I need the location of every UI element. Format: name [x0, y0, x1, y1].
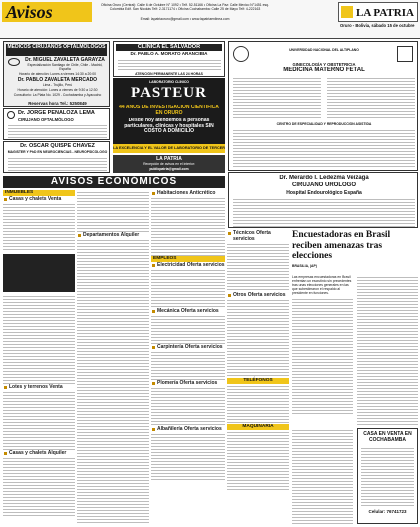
listing-text [151, 268, 225, 308]
doctor3-name: Dr. JORGE PEÑALOZA LEMA [18, 110, 95, 116]
ophthalmologist-ad-2 [3, 108, 110, 140]
house-for-sale-ad [357, 428, 418, 524]
hospital-name: Hospital Endourológico España [286, 190, 362, 196]
doctor4-name: Dr. OSCAR QUISPE CHAVEZ [20, 143, 95, 149]
doctor1-specialization: Especialización Santiago de Chile, Chile - Madrid, España [27, 63, 103, 72]
patria-box-title: LA PATRIA [156, 156, 182, 162]
listing-text [77, 238, 149, 524]
subsection-electricidad: Electricidad Oferta servicios [151, 262, 225, 268]
pasteur-name: PASTEUR [131, 85, 207, 101]
newspaper-name: LA PATRIA [356, 7, 414, 19]
doctor-profile-left [233, 76, 321, 118]
article-body-text [292, 297, 353, 415]
office-info: Oficina Oruro (Central): Calle 6 de Octubre N° 1092 • Telf. 52-51166 • Oficina La Paz: Calle Mexico N°1451 esq. Colombia Edif. San Nicolás Telf: 2-3171174 • Oficina Cochabamba: Calle 25 de Mayo Telf: 4-222163 [101, 3, 269, 12]
subsection-lotes-venta: Lotes y terrenos Venta [3, 384, 75, 390]
masthead [338, 2, 418, 22]
pasteur-years: 44 AÑOS DE INVESTIGACIÓN CIENTÍFICA EN ORURO [119, 105, 219, 116]
highlighted-listing [3, 254, 75, 292]
house-ad-phone: Celular: 76741723 [368, 509, 407, 514]
section-title: Avisos [6, 2, 53, 22]
subsection-albanileria: Albañilería Oferta servicios [151, 426, 225, 432]
listing-text [151, 196, 225, 256]
section-telefonos: TELÉFONOS [227, 378, 289, 384]
neuropsychologist-ad [3, 141, 110, 173]
pasteur-delivery: Desde hoy atendemos a personas particulares, clínicas y hospitales SIN COSTO A DOMICILIO [124, 118, 214, 135]
institution-logo-icon [397, 46, 413, 62]
doctor1-hours: Horario de atención: Lunes a viernes 14:30 a 20:00 [18, 72, 97, 76]
university-seal-icon [233, 46, 249, 62]
subsection-tecnicos: Técnicos Oferta servicios [227, 230, 289, 242]
doctor2-name: Dr. PABLO ZAVALETA MERCADO [17, 77, 98, 83]
article-column-2 [357, 275, 418, 425]
subsection-otros: Otros Oferta servicios [227, 292, 289, 298]
subsection-carpinteria: Carpintería Oferta servicios [151, 344, 225, 350]
listing-text [227, 242, 289, 292]
la-patria-reception-ad [113, 155, 225, 173]
pasteur-banner: LA EXCELENCIA Y EL VALOR DE LABORATORIO DE TERCER [113, 144, 225, 153]
clinic-el-salvador-title: CLÍNICA EL SALVADOR [116, 44, 222, 51]
clinic-title: MÉDICOS CIRUJANOS OFTALMÓLOGOS [6, 44, 107, 56]
article-column-1 [292, 275, 353, 425]
urologist-services-text [233, 197, 415, 227]
clinic-address: Consultorio: La Plata No. 1029 - Cochabamba y Ayacucho [13, 93, 102, 97]
classifieds-title: AVISOS ECONÓMICOS [50, 176, 178, 187]
article-location: BRASILIA, (AP) [292, 263, 317, 268]
service-name: MEDICINA MATERNO FETAL [283, 67, 365, 73]
article-headline: Encuestadoras en Brasil reciben amenazas tras elecciones [292, 230, 391, 261]
date-line: Oruro - Bolivia, sábado 15 de octubre [340, 23, 415, 28]
subsection-plomeria: Plomería Oferta servicios [151, 380, 225, 386]
eye-icon [7, 111, 15, 119]
doctor1-name: Dr. MIGUEL ZAVALETA GARAYZA [25, 57, 105, 63]
house-ad-details [361, 446, 414, 506]
clinic-el-salvador-ad [113, 41, 225, 77]
classifieds-title-bar [3, 176, 225, 188]
listing-text [77, 190, 149, 232]
listing-text [151, 314, 225, 344]
ad-body-text [118, 58, 221, 71]
patria-box-email: publicpatria@gmail.com [149, 167, 189, 171]
pasteur-tagline: LABORATORIO CLÍNICO [149, 80, 189, 84]
subsection-departamentos: Departamentos Alquiler [77, 232, 149, 238]
ad-body-text [8, 156, 107, 172]
classifieds-column-1 [3, 190, 75, 525]
urologist-name: Dr. Merardo I. Ledezma Veizaga [279, 175, 369, 181]
clinic-el-salvador-hours: ATENCIÓN PERMANENTE LAS 24 HORAS [135, 72, 203, 76]
doctor2-place: Lima - Trujillo, Perú [42, 83, 73, 87]
listing-text [3, 390, 75, 450]
urologist-ad [228, 172, 418, 228]
masthead-logo-icon [341, 6, 353, 18]
urologist-specialization: CIRUJANO UROLOGO [291, 182, 356, 188]
section-title-bar [2, 2, 92, 22]
pasteur-lab-ad [113, 78, 225, 153]
university-name: UNIVERSIDAD NACIONAL DEL ALTIPLANO [289, 48, 359, 52]
header-rule [0, 38, 420, 39]
doctor-profile-right [327, 76, 415, 118]
listing-text [227, 430, 289, 490]
subsection-habitaciones: Habitaciones Anticrético [151, 190, 225, 196]
listing-text [227, 384, 289, 424]
email-info: Email: lapatriaoruro@gmail.com • www.lapatriaenlinea.com [140, 17, 230, 21]
listing-text [3, 456, 75, 516]
subsection-casas-alquiler: Casas y chalets Alquiler [3, 450, 75, 456]
maternal-fetal-medicine-ad [228, 41, 418, 171]
clinic-el-salvador-doctor: Dr. PABLO A. MORATO ARANCIBIA [130, 51, 208, 56]
assisted-reproduction-center: CENTRO DE ESPECIALIDAD Y REPRODUCCIÓN ASISTIDA [276, 122, 372, 126]
center-services-text [233, 128, 415, 168]
ophthalmology-ad [3, 41, 110, 107]
doctor2-hours: Horario de atención: Lunes a viernes de 9:30 a 12:30 [17, 88, 98, 92]
doctor4-specialization: MAGISTER Y PhD EN NEUROCIENCIAS - NEUROPSICÓLOGO [7, 150, 108, 154]
page-header [0, 0, 420, 38]
listing-text [151, 386, 225, 426]
article-continuation [292, 428, 353, 524]
classifieds-column-4 [227, 230, 289, 525]
eye-icon [8, 58, 20, 66]
section-empleos: EMPLEOS [151, 256, 225, 262]
section-maquinaria: MAQUINARIA [227, 424, 289, 430]
ad-body-text [8, 123, 107, 139]
listing-text [151, 432, 225, 482]
listing-text [3, 202, 75, 252]
section-inmuebles: INMUEBLES [3, 190, 75, 196]
listing-text [227, 298, 289, 378]
classifieds-column-2 [77, 190, 149, 525]
patria-box-subtitle: Recepción de avisos en el interior: [143, 162, 195, 166]
article-header [292, 230, 418, 275]
subsection-mecanica: Mecánica Oferta servicios [151, 308, 225, 314]
department-name: GINECOLOGÍA Y OBSTETRICIA [292, 62, 356, 67]
clinic-phone: Reservas hora Tel.: 5250849 [28, 101, 87, 106]
classifieds-column-3 [151, 190, 225, 525]
house-ad-title: CASA EN VENTA EN COCHABAMBA [363, 431, 412, 443]
doctor3-specialization: CIRUJANO OFTALMÓLOGO [18, 117, 74, 122]
listing-text [3, 294, 75, 384]
article-lead: Las empresas encuestadoras en Brasil enfrentan un escrutinio sin precedentes tras unas elecciones generales en las que subestimaron el respaldo al presidente en funciones. [292, 275, 352, 296]
listing-text [151, 350, 225, 380]
subsection-casas-venta: Casas y chalets Venta [3, 196, 75, 202]
